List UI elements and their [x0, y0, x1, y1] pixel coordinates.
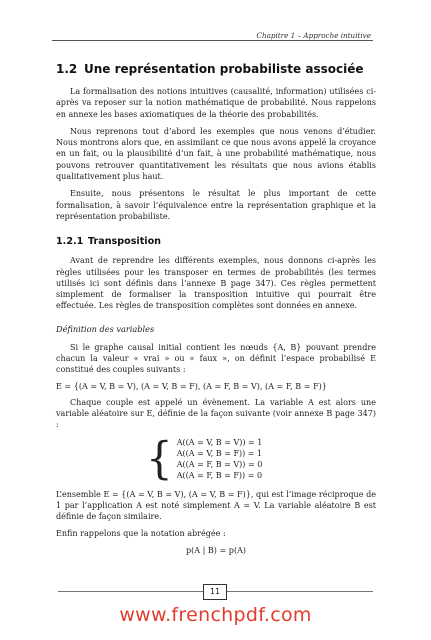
page-content	[56, 50, 376, 561]
case-line: A((A = F, B = V)) = 0	[176, 459, 263, 469]
case-line: A((A = V, B = F)) = 1	[176, 448, 263, 458]
header-rule	[52, 40, 373, 41]
intro-paragraph-3: Ensuite, nous présentons le résultat le plus important de cette formalisation, à savoir l’équivalence entre la représentation graphique et la représentation probabiliste.	[56, 189, 376, 221]
variables-paragraph: Si le graphe causal initial contient les nœuds {A, B} pouvant prendre chacun la valeur « vrai » ou « faux », on définit l’espace probabilisé E constitué des couples suivants :	[56, 342, 376, 375]
paragraph-title: Définition des variables	[56, 323, 155, 334]
transposition-paragraph: Avant de reprendre les différents exemples, nous donnons ci-après les règles utilisées pour les transposer en termes de probabilités (les termes utilisés ici sont définis dans l’annexe B page 347). Ces règles permettent simplement de formaliser la transposition intuitive qui pourrait être effectuée. Les règles de transposition complètes sont données en annexe.	[56, 256, 376, 311]
left-brace: {	[146, 432, 173, 484]
cases-lines	[177, 437, 263, 481]
subsection-heading	[56, 236, 376, 247]
intro-paragraph-1: La formalisation des notions intuitives (causalité, information) utilisées ci-après va reposer sur la notion mathématique de probabilité. Nous rappelons en annexe les bases axiomatiques de la théorie des probabilités.	[56, 87, 376, 119]
intro-paragraph-2: Nous reprenons tout d’abord les exemples que nous venons d’étudier. Nous montrons alors que, en assimilant ce que nous avons appelé la croyance en un fait, ou la plausibilité d’un fait, à une probabilité mathématique, nous pouvons retrouver quantitativement les résultats que nous avions établis qualitativement plus haut.	[56, 126, 376, 182]
section-number: 1.2	[56, 62, 78, 76]
subsection-title: Transposition	[88, 236, 161, 248]
equation-notation: p(A | B) = p(A)	[185, 545, 247, 555]
after-cases-paragraph: L’ensemble E = {(A = V, B = V), (A = V, B = F)}, qui est l’image réciproque de 1 par l’application A est noté simplement A = V. La variable aléatoire B est définie de façon similaire.	[56, 489, 376, 522]
subsection-number: 1.2.1	[56, 236, 84, 248]
section-title: Une représentation probabiliste associée	[84, 62, 364, 76]
watermark-link[interactable]: www.frenchpdf.com	[119, 604, 312, 626]
notation-paragraph: Enfin rappelons que la notation abrégée :	[56, 529, 226, 539]
case-line: A((A = F, B = F)) = 0	[176, 470, 263, 480]
running-header-text: Chapitre 1 – Approche intuitive	[256, 31, 371, 40]
event-paragraph: Chaque couple est appelé un évènement. La variable A est alors une variable aléatoire sur E, définie de la façon suivante (voir annexe B page 347) :	[56, 397, 376, 430]
page-number: 11	[203, 584, 227, 600]
case-line: A((A = V, B = V)) = 1	[176, 437, 263, 447]
section-heading	[56, 62, 376, 76]
equation-space-E: E = {(A = V, B = V), (A = V, B = F), (A = F, B = V), (A = F, B = F)}	[56, 381, 327, 391]
cases-block	[146, 432, 376, 484]
running-header	[0, 0, 431, 48]
